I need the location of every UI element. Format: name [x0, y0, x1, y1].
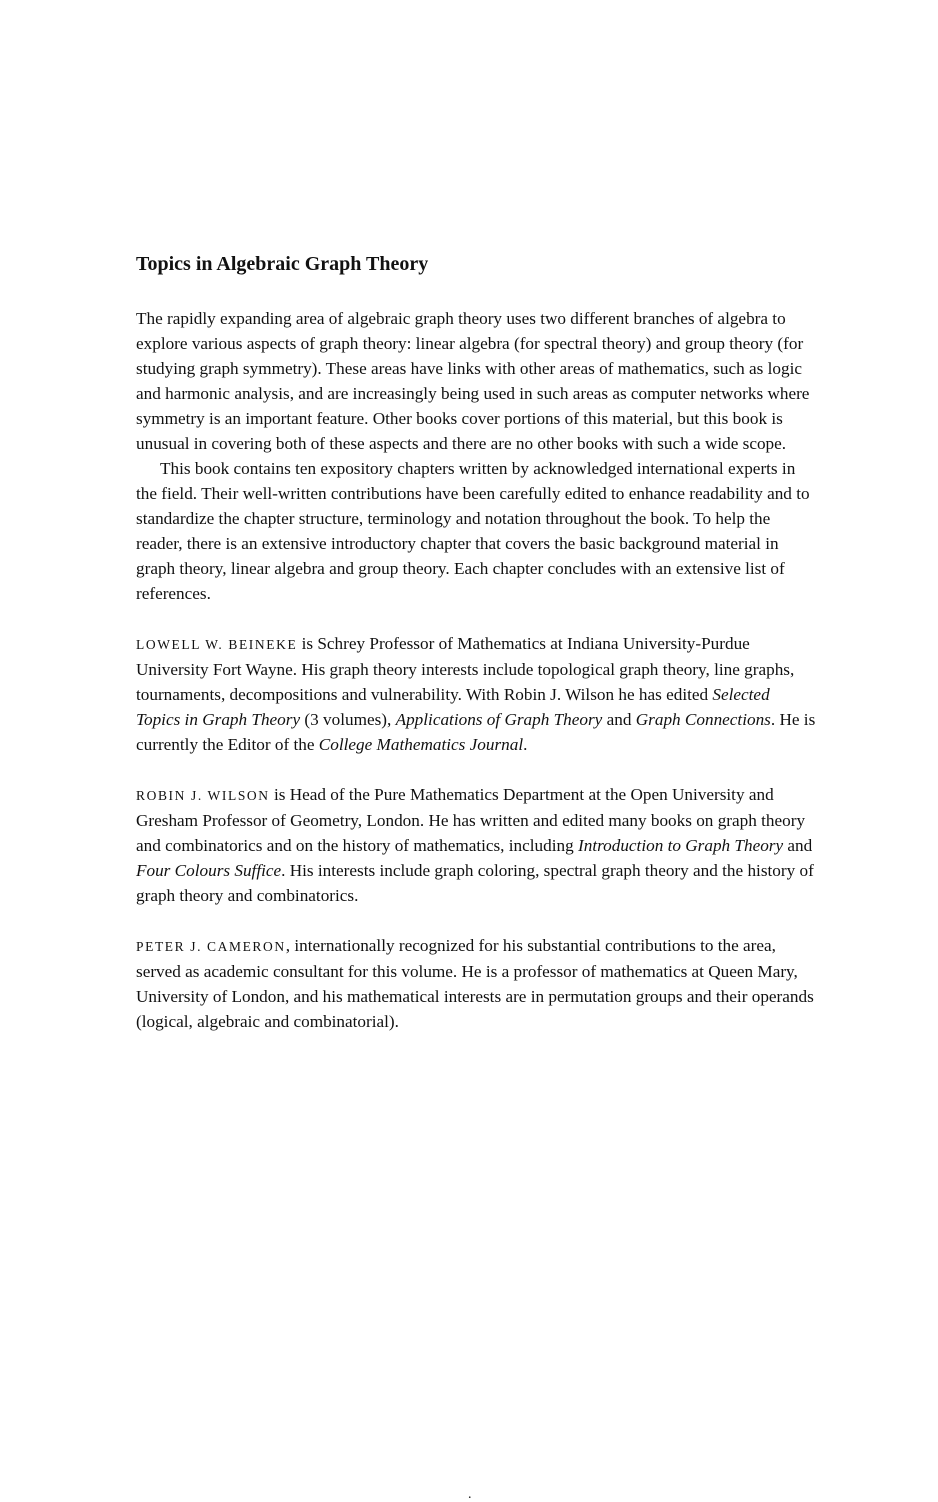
beineke-text-3: and: [602, 710, 636, 729]
description-paragraph-2: This book contains ten expository chapters written by acknowledged international experts in the field. Their well-written contributions have been carefully edited to enhance readability and to standardize the chapter structure, terminology and notation throughout the book. To help the reader, there is an extensive introductory chapter that covers the basic background material in graph theory, linear algebra and group theory. Each chapter concludes with an extensive list of references.: [136, 459, 810, 603]
page-content: [136, 252, 816, 1034]
beineke-text-4: . He is currently the Editor of the: [136, 710, 816, 754]
cameron-text-1: , internationally recognized for his substantial contributions to the area, served as academic consultant for this volume. He is a professor of mathematics at Queen Mary, University of London, and his mathematical interests are in permutation groups and their operands (logical, algebraic and combinatorial).: [136, 936, 814, 1031]
beineke-book-3: Graph Connections: [635, 710, 771, 729]
beineke-book-2: Applications of Graph Theory: [395, 710, 603, 729]
beineke-biography: [136, 631, 816, 757]
beineke-book-1: Selected Topics in Graph Theory: [136, 685, 770, 729]
wilson-text-1: is Head of the Pure Mathematics Department at the Open University and Gresham Professor of Geometry, London. He has written and edited many books on graph theory and combinatorics and on the history of mathematics, including: [136, 785, 806, 855]
beineke-text-2: (3 volumes),: [300, 710, 396, 729]
wilson-book-2: Four Colours Suffice: [136, 861, 282, 880]
wilson-name: ROBIN J. WILSON: [136, 788, 270, 803]
wilson-biography: [136, 782, 816, 908]
description-paragraph-1: The rapidly expanding area of algebraic graph theory uses two different branches of algebra to explore various aspects of graph theory: linear algebra (for spectral theory) and group theory (for studying graph symmetry). These areas have links with other areas of mathematics, such as logic and harmonic analysis, and are increasingly being used in such areas as computer networks where symmetry is an important feature. Other books cover portions of this material, but this book is unusual in covering both of these aspects and there are no other books with such a wide scope.: [136, 309, 810, 453]
wilson-book-1: Introduction to Graph Theory: [578, 836, 784, 855]
book-title: Topics in Algebraic Graph Theory: [136, 253, 429, 275]
beineke-journal: College Mathematics Journal: [318, 735, 524, 754]
beineke-text-1: is Schrey Professor of Mathematics at Indiana University-Purdue University Fort Wayne. His graph theory interests include topological graph theory, line graphs, tournaments, decompositions and vulnerability. With Robin J. Wilson he has edited: [136, 634, 795, 704]
wilson-text-2: and: [783, 836, 813, 855]
beineke-text-5: .: [523, 735, 528, 754]
wilson-text-3: . His interests include graph coloring, spectral graph theory and the history of graph theory and combinatorics.: [136, 861, 814, 905]
cameron-biography: [136, 933, 816, 1034]
beineke-name: LOWELL W. BEINEKE: [136, 637, 298, 652]
footer-mark: .: [468, 1487, 472, 1502]
cameron-name: PETER J. CAMERON: [136, 939, 286, 954]
